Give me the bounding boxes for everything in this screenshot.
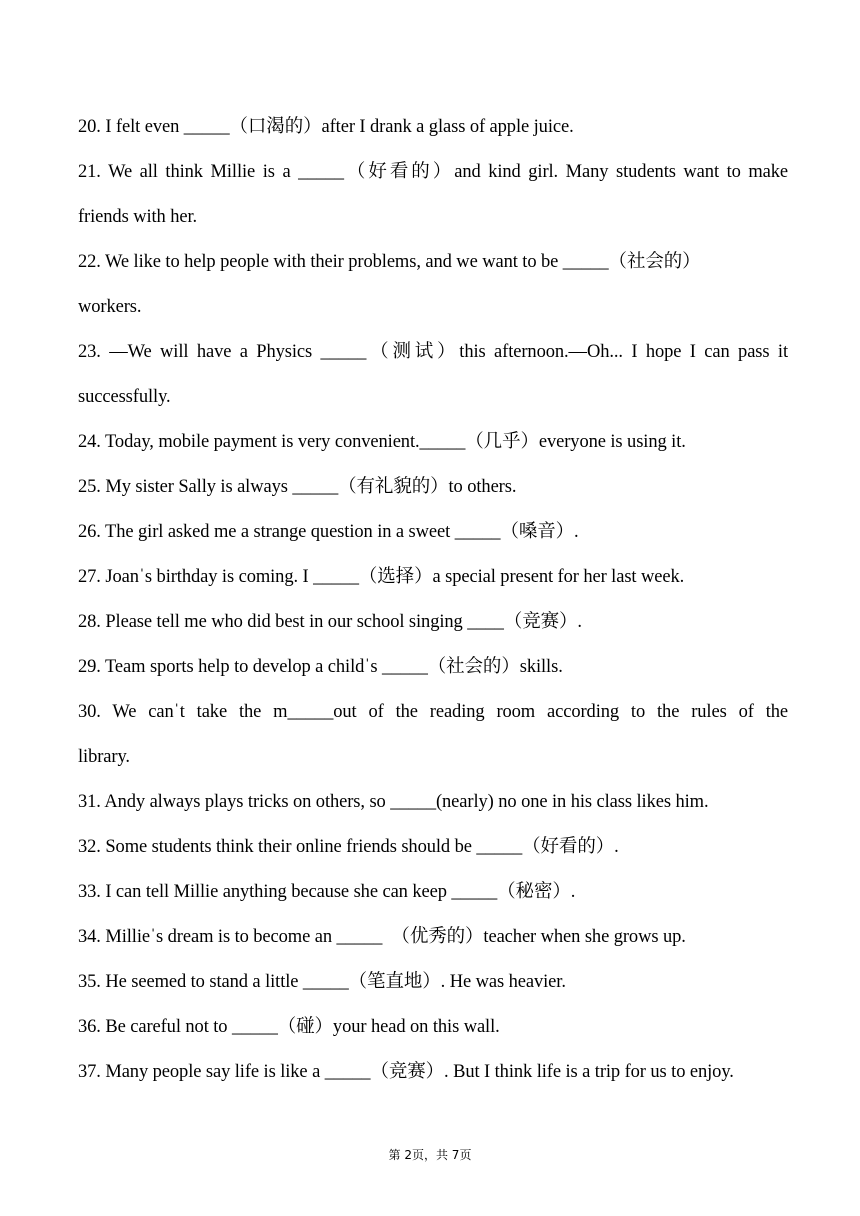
page-number-footer: 第 2页，共 7页 bbox=[388, 1148, 472, 1162]
question-34: 34. Millieˈs dream is to become an _____ （优秀的）teacher when she grows up. bbox=[78, 927, 686, 947]
question-31: 31. Andy always plays tricks on others, so _____(nearly) no one in his class likes him. bbox=[78, 792, 709, 812]
question-28: 28. Please tell me who did best in our school singing ____（竞赛）. bbox=[78, 612, 582, 632]
question-25: 25. My sister Sally is always _____（有礼貌的）to others. bbox=[78, 477, 517, 497]
question-23-line-2: successfully. bbox=[78, 387, 171, 407]
question-36: 36. Be careful not to _____（碰）your head on this wall. bbox=[78, 1017, 500, 1037]
question-30-line-1: 30. We canˈt take the m_____out of the reading room according to the rules of the bbox=[78, 702, 788, 722]
question-26: 26. The girl asked me a strange question in a sweet _____（嗓音）. bbox=[78, 522, 579, 542]
question-29: 29. Team sports help to develop a childˈs _____（社会的）skills. bbox=[78, 657, 563, 677]
question-27: 27. Joanˈs birthday is coming. I _____（选择）a special present for her last week. bbox=[78, 567, 685, 587]
question-35: 35. He seemed to stand a little _____（笔直地）. He was heavier. bbox=[78, 972, 566, 992]
exercise-list bbox=[78, 105, 788, 1095]
question-24: 24. Today, mobile payment is very convenient._____（几乎）everyone is using it. bbox=[78, 432, 686, 452]
question-20: 20. I felt even _____（口渴的）after I drank a glass of apple juice. bbox=[78, 117, 574, 137]
question-32: 32. Some students think their online friends should be _____（好看的）. bbox=[78, 837, 619, 857]
question-30-line-2: library. bbox=[78, 747, 130, 767]
question-21-line-1: 21. We all think Millie is a _____（好看的）and kind girl. Many students want to make bbox=[78, 162, 788, 182]
question-37: 37. Many people say life is like a _____（竞赛）. But I think life is a trip for us to enjoy. bbox=[78, 1062, 734, 1082]
question-22-line-1: 22. We like to help people with their problems, and we want to be _____（社会的） bbox=[78, 252, 701, 272]
question-33: 33. I can tell Millie anything because she can keep _____（秘密）. bbox=[78, 882, 576, 902]
question-21-line-2: friends with her. bbox=[78, 207, 198, 227]
question-23-line-1: 23. —We will have a Physics _____（测试）this afternoon.—Oh... I hope I can pass it bbox=[78, 342, 788, 362]
question-22-line-2: workers. bbox=[78, 297, 142, 317]
